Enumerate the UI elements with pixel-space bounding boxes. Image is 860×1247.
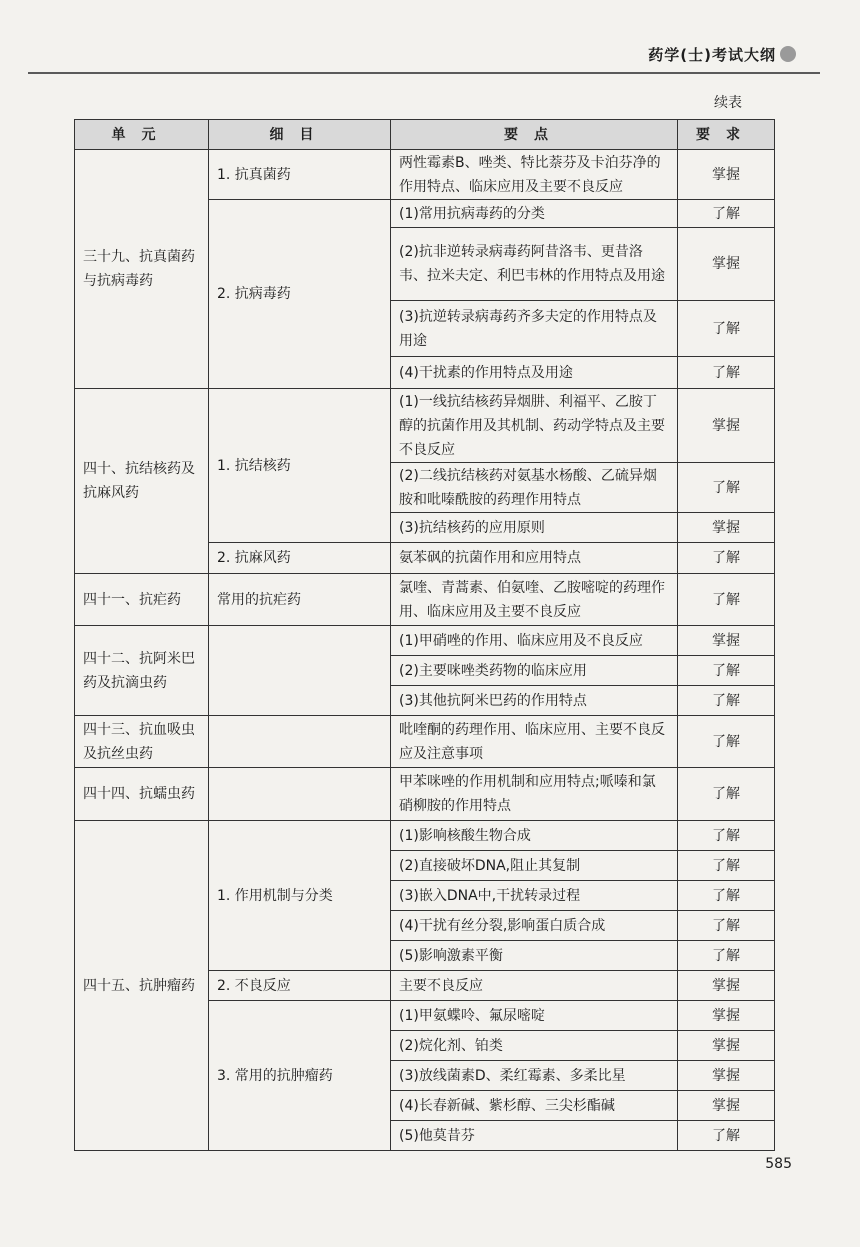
requirement-cell: 掌握	[678, 971, 775, 1001]
column-header-point: 要点	[391, 120, 678, 150]
requirement-cell: 掌握	[678, 1061, 775, 1091]
table-row	[75, 389, 775, 463]
point-cell: (3)其他抗阿米巴药的作用特点	[391, 686, 678, 716]
syllabus-table	[74, 119, 775, 1151]
requirement-cell: 了解	[678, 543, 775, 574]
point-cell: (5)影响激素平衡	[391, 941, 678, 971]
item-cell	[209, 768, 391, 821]
item-cell: 2. 抗麻风药	[209, 543, 391, 574]
unit-cell: 三十九、抗真菌药与抗病毒药	[75, 150, 209, 389]
table-row	[75, 150, 775, 200]
point-cell: 吡喹酮的药理作用、临床应用、主要不良反应及注意事项	[391, 716, 678, 768]
point-cell: (4)干扰有丝分裂,影响蛋白质合成	[391, 911, 678, 941]
requirement-cell: 掌握	[678, 513, 775, 543]
unit-cell: 四十二、抗阿米巴药及抗滴虫药	[75, 626, 209, 716]
point-cell: 氨苯砜的抗菌作用和应用特点	[391, 543, 678, 574]
point-cell: (1)甲硝唑的作用、临床应用及不良反应	[391, 626, 678, 656]
item-cell: 常用的抗疟药	[209, 574, 391, 626]
table-header-row	[75, 120, 775, 150]
unit-cell: 四十、抗结核药及抗麻风药	[75, 389, 209, 574]
item-cell: 1. 抗真菌药	[209, 150, 391, 200]
point-cell: 甲苯咪唑的作用机制和应用特点;哌嗪和氯硝柳胺的作用特点	[391, 768, 678, 821]
point-cell: (5)他莫昔芬	[391, 1121, 678, 1151]
requirement-cell: 掌握	[678, 1091, 775, 1121]
column-header-item: 细目	[209, 120, 391, 150]
requirement-cell: 掌握	[678, 1001, 775, 1031]
requirement-cell: 了解	[678, 686, 775, 716]
point-cell: (3)放线菌素D、柔红霉素、多柔比星	[391, 1061, 678, 1091]
requirement-cell: 了解	[678, 301, 775, 357]
requirement-cell: 掌握	[678, 150, 775, 200]
requirement-cell: 掌握	[678, 626, 775, 656]
page-number: 585	[765, 1156, 792, 1172]
requirement-cell: 了解	[678, 911, 775, 941]
requirement-cell: 了解	[678, 881, 775, 911]
point-cell: (2)抗非逆转录病毒药阿昔洛韦、更昔洛韦、拉米夫定、利巴韦林的作用特点及用途	[391, 228, 678, 301]
point-cell: (3)抗结核药的应用原则	[391, 513, 678, 543]
item-cell	[209, 716, 391, 768]
requirement-cell: 了解	[678, 941, 775, 971]
item-cell: 1. 作用机制与分类	[209, 821, 391, 971]
item-cell: 2. 抗病毒药	[209, 200, 391, 389]
header-divider	[28, 72, 820, 74]
table-row	[75, 821, 775, 851]
point-cell: 氯喹、青蒿素、伯氨喹、乙胺嘧啶的药理作用、临床应用及主要不良反应	[391, 574, 678, 626]
point-cell: (2)二线抗结核药对氨基水杨酸、乙硫异烟胺和吡嗪酰胺的药理作用特点	[391, 463, 678, 513]
requirement-cell: 了解	[678, 357, 775, 389]
requirement-cell: 了解	[678, 656, 775, 686]
unit-cell: 四十四、抗蠕虫药	[75, 768, 209, 821]
requirement-cell: 了解	[678, 574, 775, 626]
requirement-cell: 了解	[678, 851, 775, 881]
point-cell: (1)常用抗病毒药的分类	[391, 200, 678, 228]
requirement-cell: 掌握	[678, 389, 775, 463]
point-cell: 两性霉素B、唑类、特比萘芬及卡泊芬净的作用特点、临床应用及主要不良反应	[391, 150, 678, 200]
requirement-cell: 了解	[678, 716, 775, 768]
header-badge-icon	[780, 46, 796, 62]
point-cell: (3)抗逆转录病毒药齐多夫定的作用特点及用途	[391, 301, 678, 357]
point-cell: (3)嵌入DNA中,干扰转录过程	[391, 881, 678, 911]
column-header-requirement: 要求	[678, 120, 775, 150]
requirement-cell: 了解	[678, 768, 775, 821]
unit-cell: 四十一、抗疟药	[75, 574, 209, 626]
unit-cell: 四十五、抗肿瘤药	[75, 821, 209, 1151]
item-cell	[209, 626, 391, 716]
point-cell: 主要不良反应	[391, 971, 678, 1001]
table-row	[75, 716, 775, 768]
requirement-cell: 了解	[678, 463, 775, 513]
table-row	[75, 768, 775, 821]
point-cell: (4)长春新碱、紫杉醇、三尖杉酯碱	[391, 1091, 678, 1121]
item-cell: 1. 抗结核药	[209, 389, 391, 543]
requirement-cell: 了解	[678, 200, 775, 228]
point-cell: (1)甲氨蝶呤、氟尿嘧啶	[391, 1001, 678, 1031]
unit-cell: 四十三、抗血吸虫及抗丝虫药	[75, 716, 209, 768]
point-cell: (4)干扰素的作用特点及用途	[391, 357, 678, 389]
point-cell: (2)主要咪唑类药物的临床应用	[391, 656, 678, 686]
point-cell: (2)直接破坏DNA,阻止其复制	[391, 851, 678, 881]
column-header-unit: 单元	[75, 120, 209, 150]
table-row	[75, 574, 775, 626]
continued-label: 续表	[714, 95, 742, 111]
requirement-cell: 了解	[678, 1121, 775, 1151]
table-row	[75, 626, 775, 656]
page-header-title: 药学(士)考试大纲	[648, 46, 776, 64]
item-cell: 3. 常用的抗肿瘤药	[209, 1001, 391, 1151]
point-cell: (1)一线抗结核药异烟肼、利福平、乙胺丁醇的抗菌作用及其机制、药动学特点及主要不良反应	[391, 389, 678, 463]
requirement-cell: 掌握	[678, 228, 775, 301]
table-body	[75, 150, 775, 1151]
item-cell: 2. 不良反应	[209, 971, 391, 1001]
requirement-cell: 了解	[678, 821, 775, 851]
point-cell: (2)烷化剂、铂类	[391, 1031, 678, 1061]
point-cell: (1)影响核酸生物合成	[391, 821, 678, 851]
requirement-cell: 掌握	[678, 1031, 775, 1061]
